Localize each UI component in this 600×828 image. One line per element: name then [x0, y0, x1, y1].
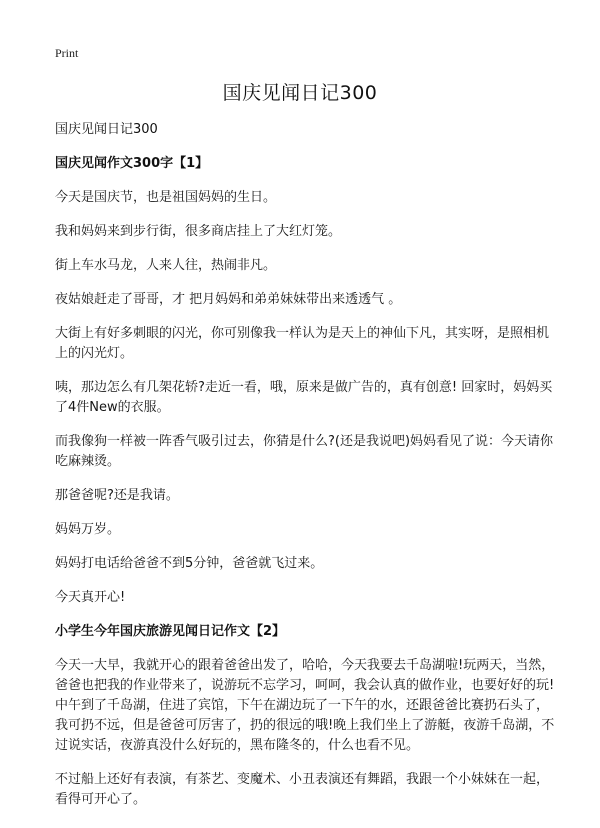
- section-1-paragraph: 妈妈打电话给爸爸不到5分钟，爸爸就飞过来。: [55, 556, 324, 571]
- section-1-paragraph: 而我像狗一样被一阵香气吸引过去，你猜是什么?(还是我说吧)妈妈看见了说：今天请你吃麻辣烫。: [55, 434, 554, 469]
- print-label: Print: [55, 46, 79, 60]
- section-1-paragraph: 街上车水马龙，人来人往，热闹非凡。: [55, 258, 277, 273]
- document-subtitle: 国庆见闻日记300: [55, 122, 158, 137]
- section-1-paragraph: 我和妈妈来到步行街，很多商店挂上了大红灯笼。: [55, 224, 342, 239]
- section-1-paragraph: 大街上有好多刺眼的闪光，你可别像我一样认为是天上的神仙下凡，其实呀，是照相机上的闪光灯。: [55, 326, 550, 361]
- section-1-paragraph: 夜姑娘赶走了哥哥，才 把月妈妈和弟弟妹妹带出来透透气 。: [55, 292, 402, 307]
- section-2-heading: 小学生今年国庆旅游见闻日记作文【2】: [55, 624, 286, 639]
- section-1-paragraph: 咦，那边怎么有几架花轿?走近一看，哦，原来是做广告的，真有创意! 回家时，妈妈买了4件New的衣服。: [55, 380, 553, 415]
- page-title: 国庆见闻日记300: [222, 82, 378, 104]
- section-2-paragraph: 不过船上还好有表演，有茶艺、变魔术、小丑表演还有舞蹈，我跟一个小妹妹在一起，看得可开心了。: [55, 772, 550, 807]
- section-1-heading: 国庆见闻作文300字【1】: [55, 156, 209, 171]
- document-content: [55, 120, 555, 824]
- section-1-paragraph: 今天是国庆节，也是祖国妈妈的生日。: [55, 190, 277, 205]
- section-1-paragraph: 妈妈万岁。: [55, 522, 121, 537]
- section-1-paragraph: 那爸爸呢?还是我请。: [55, 488, 179, 503]
- section-1-paragraph: 今天真开心!: [55, 590, 126, 605]
- section-2-paragraph: 今天一大早，我就开心的跟着爸爸出发了，哈哈，今天我要去千岛湖啦!玩两天，当然，爸爸也把我的作业带来了，说游玩不忘学习，呵呵，我会认真的做作业，也要好好的玩!中午到了千岛湖，住进了宾馆，下午在湖边玩了一下午的水，还跟爸爸比赛扔石头了，我可扔不远，但是爸爸可厉害了，扔的很远的哦!晚上我们坐上了游艇，夜游千岛湖，不过说实话，夜游真没什么好玩的，黑布隆冬的，什么也看不见。: [55, 658, 555, 753]
